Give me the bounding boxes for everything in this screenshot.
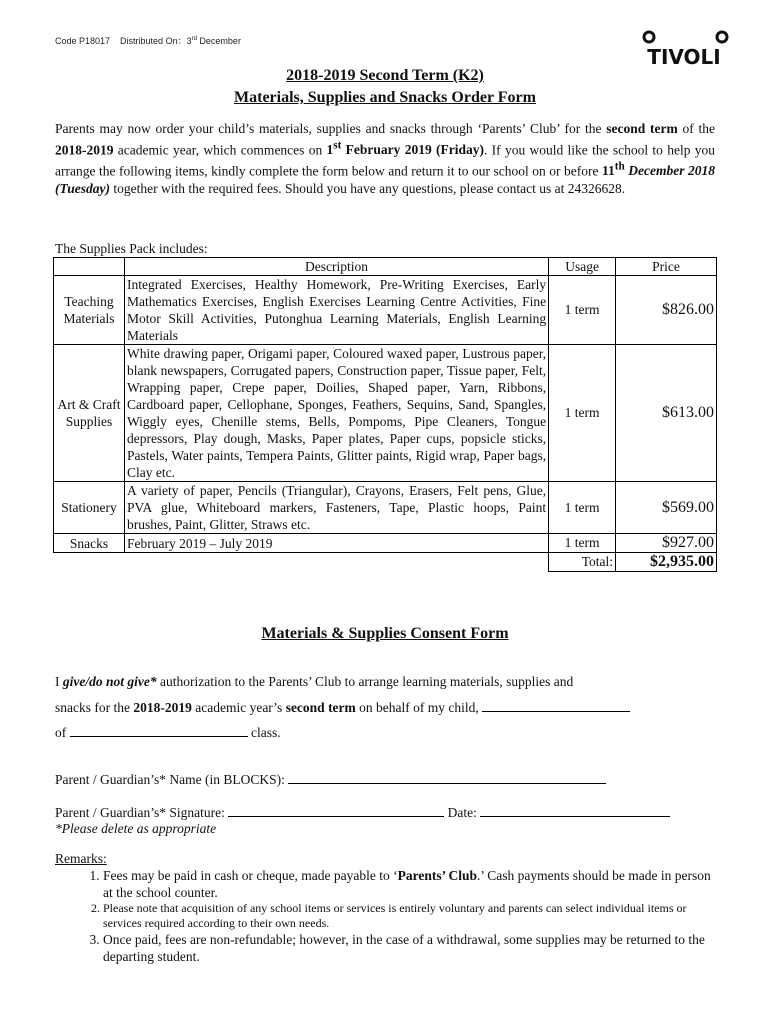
table-row: [54, 345, 717, 482]
distribution-code: [55, 34, 241, 47]
guardian-name-field[interactable]: [288, 771, 606, 784]
row-description: A variety of paper, Pencils (Triangular), Crayons, Erasers, Felt pens, Glue, PVA glue, Whiteboard markers, Fasteners, Tape, Plastic hoops, Paint brushes, Paint, Glitter, Straws etc.: [124, 482, 548, 534]
row-category: Teaching Materials: [54, 276, 125, 345]
delete-note: *Please delete as appropriate: [55, 821, 217, 836]
total-row: [54, 553, 717, 572]
consent-line-3: of class.: [55, 725, 281, 740]
row-usage: 1 term: [549, 345, 616, 482]
distributed-suffix: December: [196, 36, 241, 46]
supplies-table: [53, 257, 717, 572]
form-title: 2018-2019 Second Term (K2): [286, 67, 484, 84]
row-usage: 1 term: [549, 276, 616, 345]
row-price: $927.00: [616, 534, 717, 553]
header-price: Price: [616, 258, 717, 276]
guardian-name-label: Parent / Guardian’s* Name (in BLOCKS):: [55, 772, 285, 787]
row-category: Art & Craft Supplies: [54, 345, 125, 482]
row-description: Integrated Exercises, Healthy Homework, Pre-Writing Exercises, Early Mathematics Exercises, English Exercises Learning Centre Activities, Fine Motor Skill Activities, Putonghua Learning Materials, English Learning Materials: [124, 276, 548, 345]
form-subtitle: Materials, Supplies and Snacks Order Form: [234, 89, 536, 106]
row-description: White drawing paper, Origami paper, Coloured waxed paper, Lustrous paper, blank newspapers, Corrugated papers, Construction paper, Tissue paper, Felt, Wrapping paper, Crepe paper, Doilies, Shaped paper, Yarn, Ribbons, Cardboard paper, Cellophane, Sponges, Feathers, Sequins, Sand, Spangles, Wiggly eyes, Chenille stems, Bells, Pompoms, Pipe Cleaners, Tongue depressors, Play dough, Masks, Paper plates, Paper cups, popsicle sticks, Pastels, Water paints, Tempera Paints, Glitter paints, Rigid wrap, Paper bags, Clay etc.: [124, 345, 548, 482]
table-row: [54, 276, 717, 345]
child-name-field[interactable]: [482, 699, 630, 712]
row-category: Stationery: [54, 482, 125, 534]
tivoli-logo: [634, 30, 734, 70]
row-price: $613.00: [616, 345, 717, 482]
consent-line-2: snacks for the 2018-2019 academic year’s second term on behalf of my child,: [55, 699, 715, 716]
row-price: $569.00: [616, 482, 717, 534]
row-description: February 2019 – July 2019: [124, 534, 548, 553]
remarks-list: [55, 867, 715, 965]
list-item: 3. Once paid, fees are non-refundable; however, in the case of a withdrawal, some supplies may be returned to the departing student.: [103, 931, 715, 965]
total-label: Total:: [549, 553, 616, 572]
signature-row: [55, 804, 715, 821]
header-usage: Usage: [549, 258, 616, 276]
logo-text: TIVOLI: [647, 45, 721, 69]
remarks-title: Remarks:: [55, 851, 107, 866]
intro-term: second term: [606, 121, 678, 136]
signature-label: Parent / Guardian’s* Signature:: [55, 805, 225, 820]
date-label: Date:: [447, 805, 477, 820]
header-description: Description: [124, 258, 548, 276]
consent-line-1: I give/do not give* authorization to the Parents’ Club to arrange learning materials, supplies and: [55, 674, 574, 689]
row-usage: 1 term: [549, 534, 616, 553]
distributed-prefix: Distributed On：3: [120, 36, 192, 46]
pack-label: The Supplies Pack includes:: [55, 241, 208, 256]
distributed-sup: rd: [191, 36, 197, 42]
give-option: give/do not give*: [62, 674, 157, 689]
list-item: 1. Fees may be paid in cash or cheque, made payable to ‘Parents’ Club.’ Cash payments should be made in person at the school counter.: [103, 867, 715, 901]
date-field[interactable]: [480, 804, 670, 817]
intro-paragraph: Parents may now order your child’s materials, supplies and snacks through ‘Parents’ Club’ for the second term of the 2018-2019 academic year, which commences on 1st February 2019 (Friday). If you would like the school to help you arrange the following items, kindly complete the form below and return it to our school on or before 11th December 2018 (Tuesday) together with the required fees. Should you have any questions, please contact us at 24326628.: [55, 121, 715, 196]
row-usage: 1 term: [549, 482, 616, 534]
table-row: [54, 534, 717, 553]
consent-title: Materials & Supplies Consent Form: [261, 625, 509, 642]
total-value: $2,935.00: [616, 553, 717, 572]
guardian-name-row: [55, 771, 715, 788]
code-number: Code P18017: [55, 36, 111, 46]
row-price: $826.00: [616, 276, 717, 345]
remarks: [55, 851, 715, 965]
list-item: 2. Please note that acquisition of any school items or services is entirely voluntary and parents can select individual items or services required according to their own needs.: [103, 901, 715, 931]
row-category: Snacks: [54, 534, 125, 553]
table-row: [54, 482, 717, 534]
class-field[interactable]: [70, 724, 248, 737]
table-header-row: [54, 258, 717, 276]
signature-field[interactable]: [228, 804, 444, 817]
